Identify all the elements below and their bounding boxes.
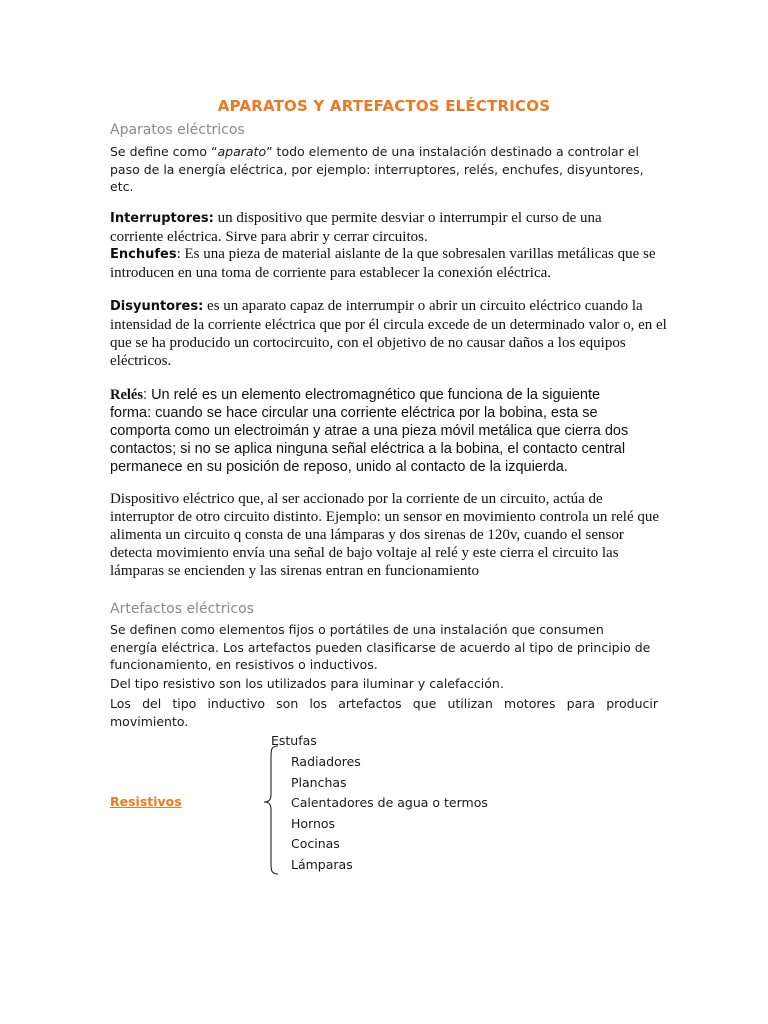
resistivos-label: Resistivos	[110, 794, 182, 809]
reles-text: : Un relé es un elemento electromagnético que funciona de la siguiente forma: cuando se hace circular una corriente eléctrica por la bobina, esta se comporta como un electroimán y atrae a una pieza móvil metálica que cierra dos contactos; si no se aplica ninguna señal eléctrica a la bobina, el contacto central permanece en su posición de reposo, unido al contacto de la izquierda.	[110, 387, 629, 475]
intro-text-italic: aparato	[217, 144, 267, 159]
resistivos-item-1: Estufas	[271, 733, 317, 748]
resistivos-item: Cocinas	[291, 836, 340, 851]
reles-term: Relés	[110, 387, 144, 403]
resistivos-list	[291, 752, 488, 875]
curly-brace-icon	[262, 744, 282, 876]
enchufes-paragraph	[110, 245, 670, 282]
intro-text-pre: Se define como “	[110, 144, 218, 159]
interruptores-text: un dispositivo que permite desviar o interrumpir el curso de una corriente eléctrica. Sirve para abrir y cerrar circuitos.	[110, 210, 602, 245]
reles-paragraph	[110, 386, 645, 476]
resistivos-item: Planchas	[291, 774, 347, 790]
disyuntores-term: Disyuntores:	[110, 299, 204, 314]
artefactos-paragraph-3: Los del tipo inductivo son los artefactos que utilizan motores para producir movimiento.	[110, 696, 658, 729]
section-heading-aparatos: Aparatos eléctricos	[110, 122, 245, 138]
artefactos-paragraph-1: Se definen como elementos fijos o portátiles de una instalación que consumen energía eléctrica. Los artefactos pueden clasificarse de acuerdo al tipo de principio de funcionamiento, en resistivos o inductivos.	[110, 622, 651, 672]
resistivos-item: Lámparas	[291, 856, 353, 872]
enchufes-term: Enchufes	[110, 247, 177, 262]
artefactos-paragraph-2: Del tipo resistivo son los utilizados para iluminar y calefacción.	[110, 676, 504, 691]
interruptores-term: Interruptores:	[110, 211, 214, 226]
interruptores-paragraph	[110, 209, 610, 246]
resistivos-item: Calentadores de agua o termos	[291, 795, 488, 810]
disyuntores-paragraph	[110, 297, 670, 370]
intro-text-post: ” todo elemento de una instalación destinado a controlar el paso de la energía eléctrica, por ejemplo: interruptores, relés, enchufes, disyuntores, etc.	[110, 144, 644, 194]
resistivos-item: Hornos	[291, 815, 336, 831]
enchufes-text: : Es una pieza de material aislante de la que sobresalen varillas metálicas que se introducen en una toma de corriente para establecer la conexión eléctrica.	[110, 246, 656, 281]
page-title: APARATOS Y ARTEFACTOS ELÉCTRICOS	[217, 97, 551, 115]
resistivos-item: Radiadores	[291, 754, 361, 769]
dispositivo-paragraph: Dispositivo eléctrico que, al ser accionado por la corriente de un circuito, actúa de interruptor de otro circuito distinto. Ejemplo: un sensor en movimiento controla un relé que alimenta un circuito q consta de una lámparas y dos sirenas de 120v, cuando el sensor detecta movimiento envía una señal de bajo voltaje al relé y este cierra el circuito las lámparas se encienden y las sirenas entran en funcionamiento	[110, 491, 660, 579]
aparatos-intro-paragraph	[110, 143, 655, 196]
section-heading-artefactos: Artefactos eléctricos	[110, 601, 254, 617]
disyuntores-text: es un aparato capaz de interrumpir o abrir un circuito eléctrico cuando la intensidad de la corriente eléctrica que por él circula excede de un determinado valor o, en el que se ha producido un cortocircuito, con el objetivo de no causar daños a los equipos eléctricos.	[110, 298, 667, 369]
